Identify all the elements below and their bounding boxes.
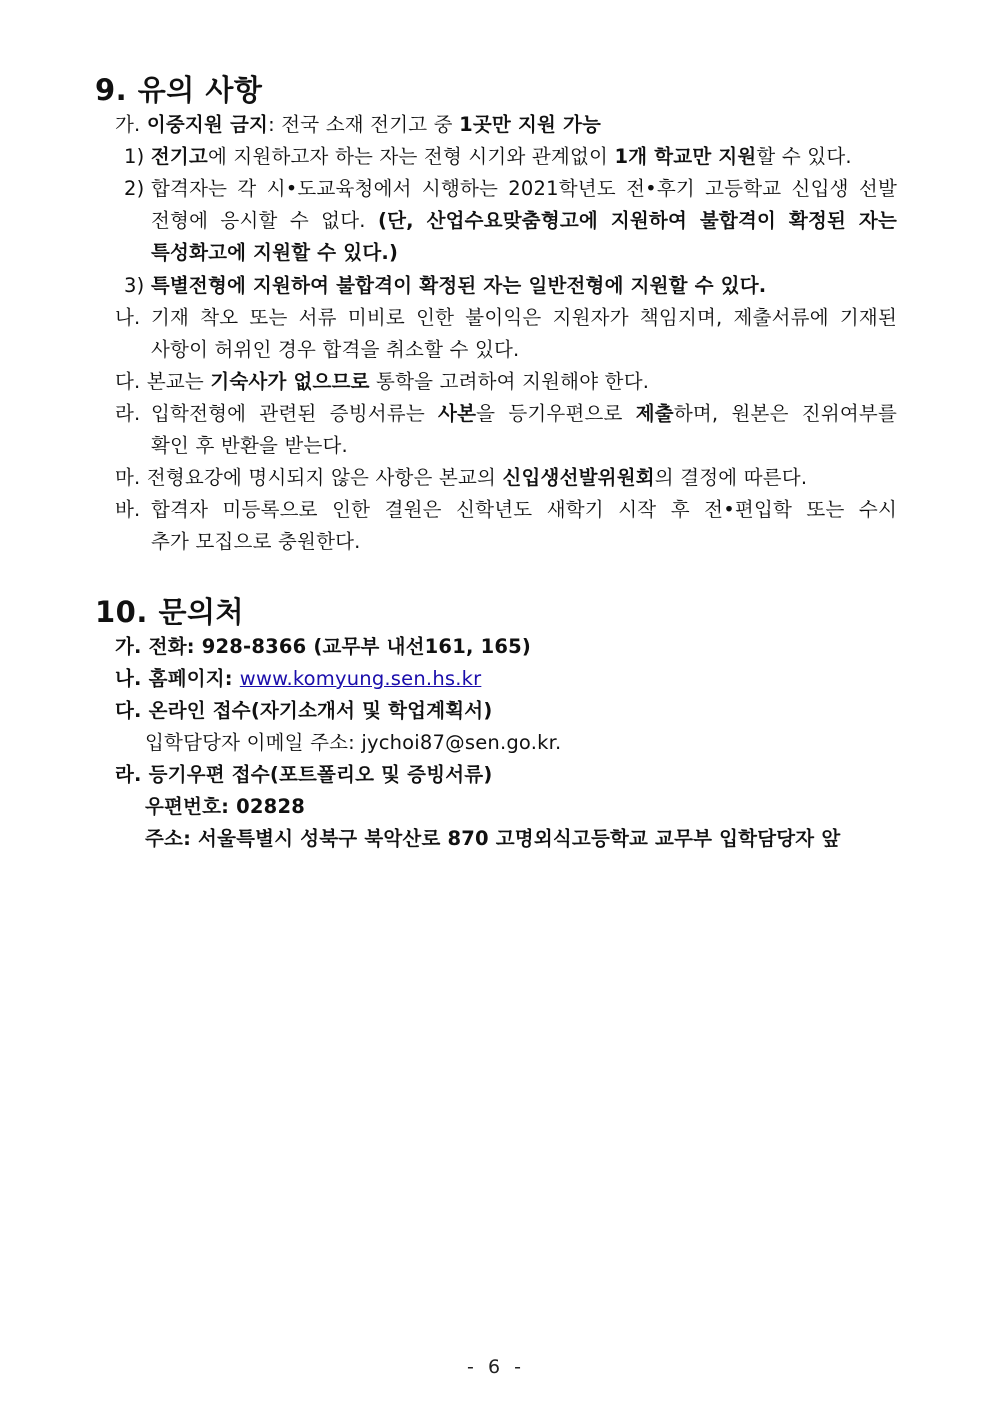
item-ra-b1: 사본 bbox=[438, 402, 477, 425]
homepage-link[interactable]: www.komyung.sen.hs.kr bbox=[239, 667, 482, 690]
item-da-b1: 기숙사가 없으므로 bbox=[210, 370, 370, 393]
item-ma-t2: 의 결정에 따른다. bbox=[654, 466, 808, 489]
item-na-line1: 기재 착오 또는 서류 미비로 인한 불이익은 지원자가 책임지며, 제출서류에 기재된 bbox=[151, 306, 897, 329]
item-ra-line2: 확인 후 반환을 받는다. bbox=[151, 434, 348, 457]
item-ga-1-b2: 1개 학교만 지원 bbox=[614, 145, 757, 168]
item-da bbox=[115, 366, 649, 398]
contact-homepage-label: 홈페이지: bbox=[148, 667, 240, 690]
item-ga-1 bbox=[124, 141, 852, 173]
item-ga-1-marker: 1) bbox=[124, 145, 145, 168]
contact-online-marker: 다. bbox=[115, 699, 142, 722]
item-ma-marker: 마. bbox=[115, 466, 141, 489]
item-ga-bold-tail: 1곳만 지원 가능 bbox=[459, 113, 602, 136]
contact-mail-marker: 라. bbox=[115, 763, 142, 786]
item-ga-bold-lead: 이중지원 금지 bbox=[146, 113, 269, 136]
item-ma-b1: 신입생선발위원회 bbox=[502, 466, 655, 489]
contact-online bbox=[115, 695, 492, 727]
section-9-title: 9. 유의 사항 bbox=[95, 73, 263, 107]
item-ra-t1: 입학전형에 관련된 증빙서류는 bbox=[151, 402, 439, 425]
contact-online-text: 온라인 접수(자기소개서 및 학업계획서) bbox=[148, 699, 493, 722]
item-ga-2-line1: 합격자는 각 시•도교육청에서 시행하는 2021학년도 전•후기 고등학교 신입생 선발 bbox=[151, 177, 897, 200]
item-ma-t1: 전형요강에 명시되지 않은 사항은 본교의 bbox=[146, 466, 503, 489]
item-ga-2-line3: 특성화고에 지원할 수 있다.) bbox=[151, 241, 399, 264]
item-ra-t3: 하며, 원본은 진위여부를 bbox=[673, 402, 897, 425]
contact-mail-text: 등기우편 접수(포트폴리오 및 증빙서류) bbox=[148, 763, 493, 786]
item-ga-3-text: 특별전형에 지원하여 불합격이 확정된 자는 일반전형에 지원할 수 있다. bbox=[150, 274, 767, 297]
contact-mail bbox=[115, 759, 492, 791]
item-ga-1-b1: 전기고 bbox=[150, 145, 208, 168]
item-da-t2: 통학을 고려하여 지원해야 한다. bbox=[369, 370, 650, 393]
contact-postal-line: 우편번호: 02828 bbox=[145, 795, 305, 818]
item-ga-2-line2-bold: (단, 산업수요맞춤형고에 지원하여 불합격이 확정된 자는 bbox=[377, 209, 897, 232]
contact-address-line: 주소: 서울특별시 성북구 북악산로 870 고명외식고등학교 교무부 입학담당자 앞 bbox=[145, 827, 841, 850]
item-ga-rest: : 전국 소재 전기고 중 bbox=[268, 113, 460, 136]
section-10-title: 10. 문의처 bbox=[95, 595, 245, 629]
contact-homepage-marker: 나. bbox=[115, 667, 142, 690]
item-na-line2: 사항이 허위인 경우 합격을 취소할 수 있다. bbox=[151, 338, 520, 361]
item-ga-3 bbox=[124, 270, 766, 302]
item-ga-2-line2-normal: 전형에 응시할 수 없다. bbox=[151, 209, 378, 232]
item-ra-line1 bbox=[151, 398, 897, 430]
item-ba-line1: 합격자 미등록으로 인한 결원은 신학년도 새학기 시작 후 전•편입학 또는 수시 bbox=[151, 498, 897, 521]
item-ra-marker: 라. bbox=[115, 402, 141, 425]
contact-phone-text: 전화: 928-8366 (교무부 내선161, 165) bbox=[148, 635, 531, 658]
item-ga bbox=[115, 109, 601, 141]
item-na-marker: 나. bbox=[115, 306, 141, 329]
item-ga-marker: 가. bbox=[115, 113, 141, 136]
contact-phone bbox=[115, 631, 531, 663]
contact-phone-marker: 가. bbox=[115, 635, 142, 658]
item-ga-2-line2 bbox=[151, 205, 897, 237]
item-ga-1-t1: 에 지원하고자 하는 자는 전형 시기와 관계없이 bbox=[207, 145, 615, 168]
item-da-marker: 다. bbox=[115, 370, 141, 393]
item-ra-b2: 제출 bbox=[635, 402, 674, 425]
item-ba-marker: 바. bbox=[115, 498, 141, 521]
item-da-t1: 본교는 bbox=[146, 370, 211, 393]
item-ma bbox=[115, 462, 807, 494]
item-ga-2-marker: 2) bbox=[124, 177, 145, 200]
item-ra-t2: 을 등기우편으로 bbox=[476, 402, 636, 425]
contact-email-line: 입학담당자 이메일 주소: jychoi87@sen.go.kr. bbox=[145, 731, 562, 754]
contact-homepage bbox=[115, 663, 481, 695]
item-ga-3-marker: 3) bbox=[124, 274, 145, 297]
item-ga-1-t2: 할 수 있다. bbox=[756, 145, 852, 168]
item-ba-line2: 추가 모집으로 충원한다. bbox=[151, 530, 361, 553]
page-number: - 6 - bbox=[467, 1356, 525, 1378]
